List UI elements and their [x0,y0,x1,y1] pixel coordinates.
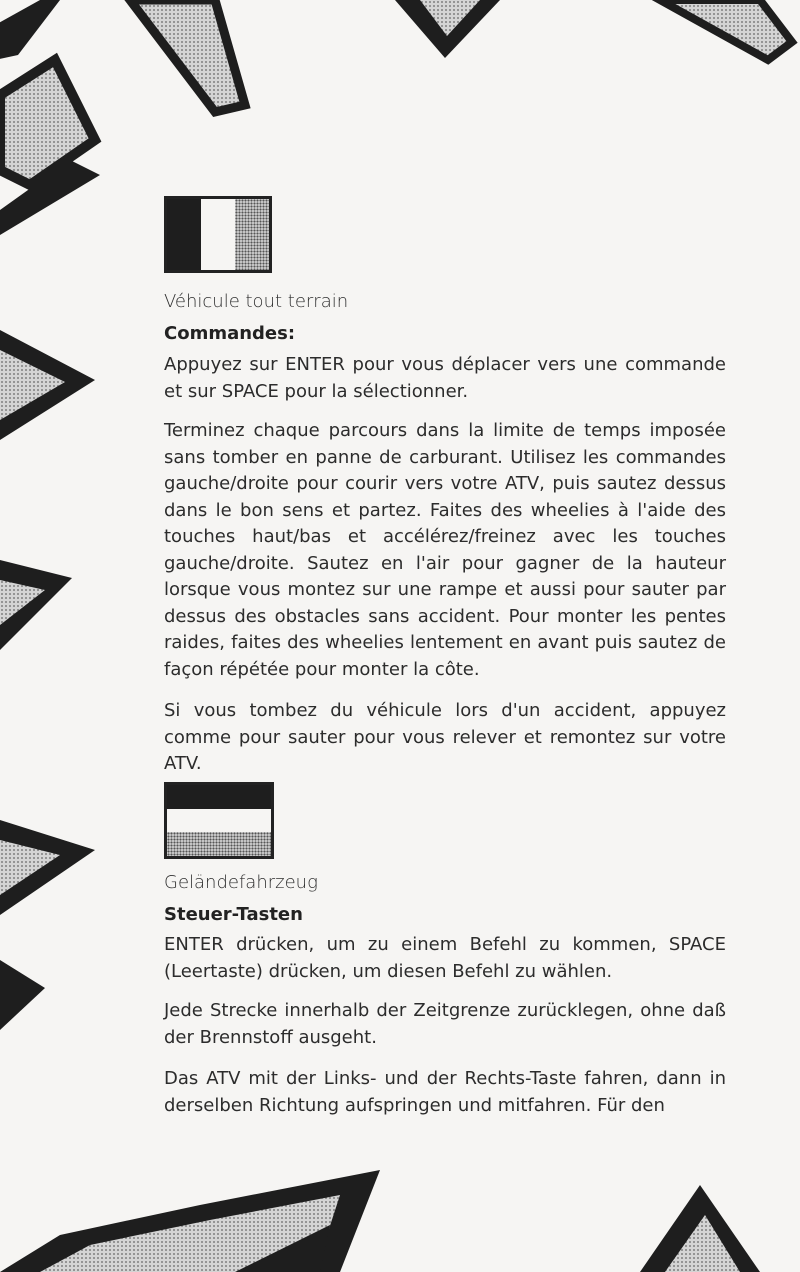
german-controls-heading: Steuer-Tasten [164,904,303,925]
top-right-zigzag [660,0,792,60]
german-paragraph-2: Das ATV mit der Links- und der Rechts-Taste fahren, dann in derselben Richtung aufspringen und mitfahren. Für den [164,1068,726,1116]
bottom-zigzag [0,1170,760,1272]
german-controls-text: ENTER drücken, um zu einem Befehl zu kommen, SPACE (Leertaste) drücken, um diesen Befehl zu wählen. [164,934,726,982]
french-title: Véhicule tout terrain [164,291,349,312]
french-controls-text: Appuyez sur ENTER pour vous déplacer vers une commande et sur SPACE pour la sélectionner. [164,354,726,402]
french-controls-heading: Commandes: [164,323,296,344]
french-flag-icon [164,196,272,273]
flag-stripe-dark [167,199,201,270]
german-paragraph-1: Jede Strecke innerhalb der Zeitgrenze zurücklegen, ohne daß der Brennstoff ausgeht. [164,1000,726,1048]
top-left-zigzag [0,0,100,235]
left-middle-zigzag [0,330,95,1030]
french-paragraph-2: Si vous tombez du véhicule lors d'un accident, appuyez comme pour sauter pour vous relever et remontez sur votre ATV. [164,700,726,774]
flag-stripe-dark [167,785,271,809]
french-paragraph-1: Terminez chaque parcours dans la limite de temps imposée sans tomber en panne de carburant. Utilisez les commandes gauche/droite pour courir vers votre ATV, puis sautez dessus dans le bon sens et partez. Faites des wheelies à l'aide des touches haut/bas et accélérez/freinez avec les touches gauche/droite. Sautez en l'air pour gagner de la hauteur lorsque vous montez sur une rampe et aussi pour sauter par dessus des obstacles sans accident. Pour monter les pentes raides, faites des wheelies lentement en avant puis sautez de façon répétée pour monter la côte. [164,420,726,680]
flag-stripe-white [201,199,235,270]
flag-stripe-white [167,809,271,833]
flag-stripe-dotted [167,832,271,856]
top-center-zigzag [130,0,500,112]
german-title: Geländefahrzeug [164,872,318,893]
flag-stripe-dotted [235,199,269,270]
german-flag-icon [164,782,274,859]
